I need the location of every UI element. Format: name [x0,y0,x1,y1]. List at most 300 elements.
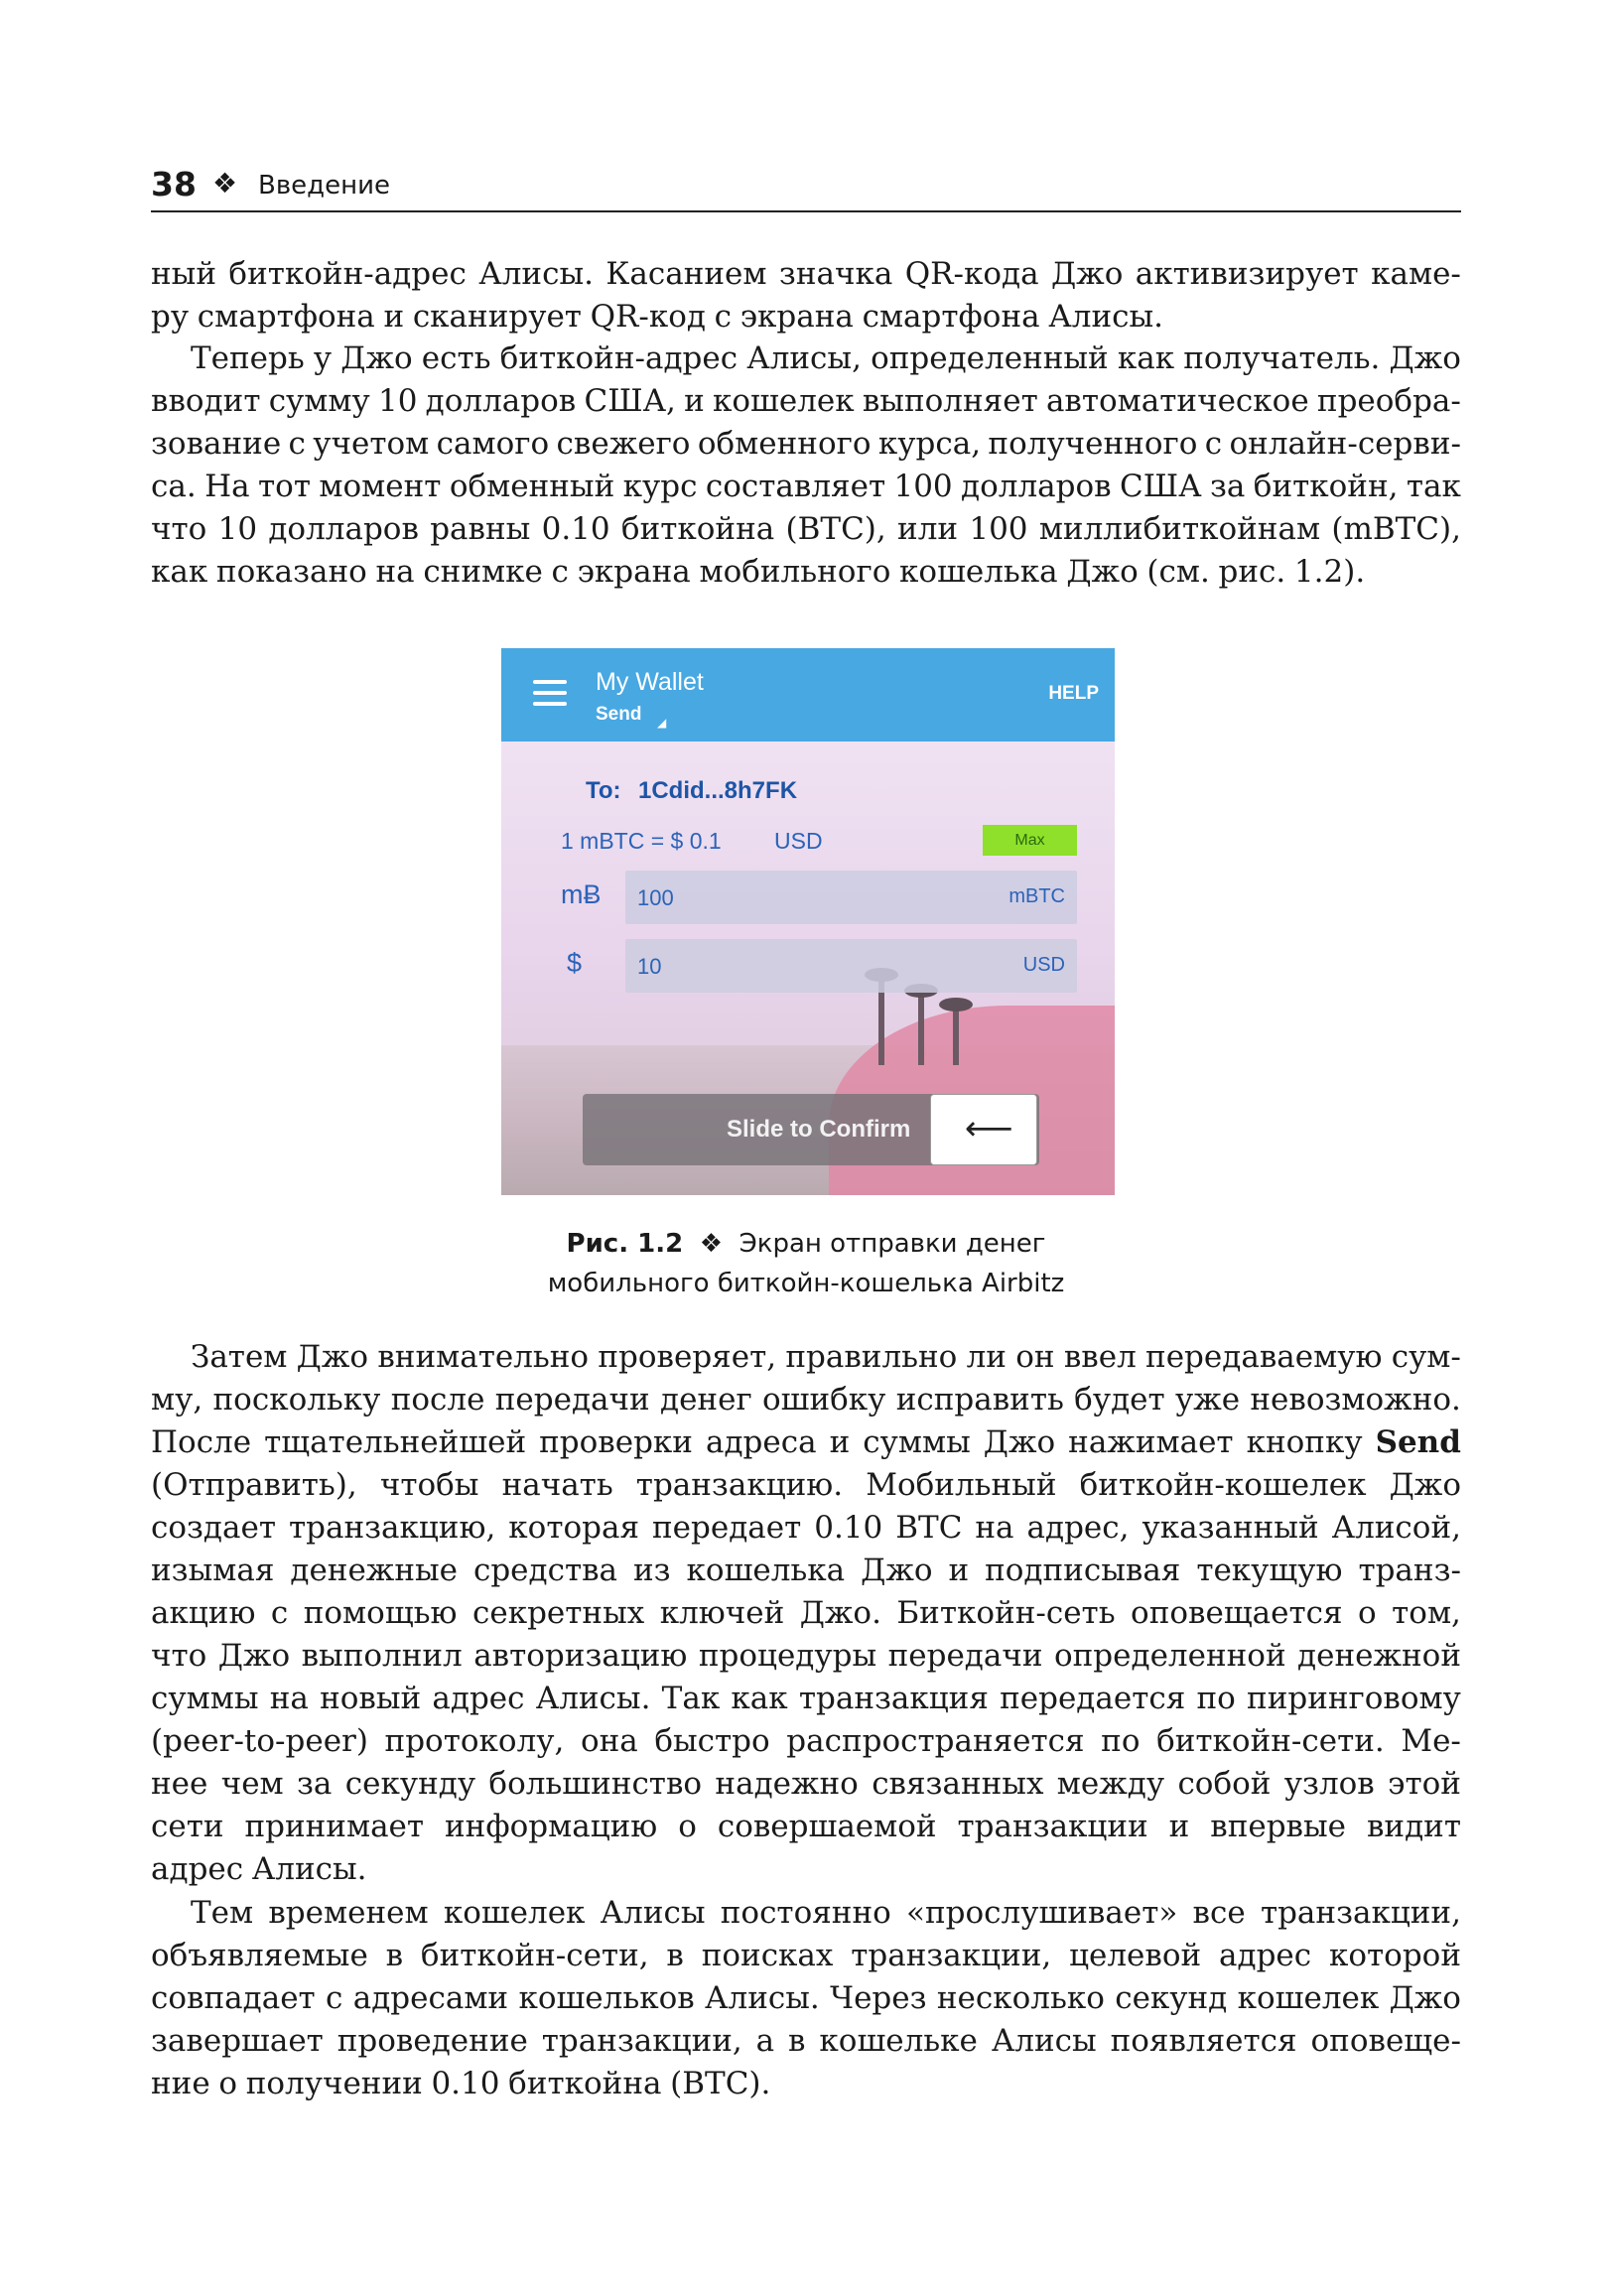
word: США [1120,469,1202,504]
word: будет [1074,1382,1165,1418]
word: транзакция [798,1681,989,1716]
word: ключей [659,1595,785,1631]
figure-label: Рис. 1.2 [566,1229,684,1259]
word: QR-код [590,299,706,335]
word: кошельке [819,2023,978,2059]
word: она [580,1723,638,1759]
word: миллибиткойнам [1038,511,1321,547]
word: адрес [151,1851,244,1887]
word: нажимает [1068,1424,1234,1460]
word: суммы [151,1681,259,1716]
word: Алисы. [478,256,594,292]
word: Джо [1389,1980,1461,2016]
word: с [714,299,733,335]
text-line [151,2020,1461,2063]
word: постоянно [720,1895,891,1931]
word: QR-кода [904,256,1039,292]
word: акцию [151,1595,256,1631]
word: проведение [336,2023,528,2059]
text-line [151,1421,1461,1464]
word: Алисы. [705,1980,820,2016]
text-line [151,1379,1461,1421]
mode-dropdown[interactable]: Send [596,704,642,725]
word: быстро [654,1723,770,1759]
paragraph-1 [151,253,1461,338]
word: биткойн-адрес [228,256,467,292]
text-line [151,1550,1461,1592]
word: чтобы [379,1467,479,1503]
word: Джо [1066,554,1139,590]
word: собой [1177,1766,1272,1802]
text-line [151,1892,1461,1935]
word: есть [421,340,491,376]
word: транзакции, [851,1938,1052,1973]
word: 0.10 [541,511,610,547]
word: Алисы. [535,1681,651,1716]
paragraph-3 [151,1336,1461,1891]
word: у [313,340,333,376]
word: показано [215,554,367,590]
word: ние [151,2066,210,2101]
word: долларов [961,469,1112,504]
word: по [1196,1681,1236,1716]
word: и [948,1553,970,1588]
word: биткойн, [1253,469,1399,504]
text-line [151,1720,1461,1763]
word: биткойна [620,511,775,547]
word: денежные [290,1553,458,1588]
word: момент [319,469,442,504]
slide-label: Slide to Confirm [727,1116,911,1143]
word: Джо [983,1424,1056,1460]
word: временем [268,1895,429,1931]
word: с [326,1980,343,2016]
wallet-screenshot-figure [501,648,1115,1195]
caption-line-1: Экран отправки денег [739,1229,1046,1259]
word: му, [151,1382,203,1418]
word: процедуры [698,1638,877,1674]
word: Мобильный [866,1467,1057,1503]
word: Джо [1050,256,1124,292]
word: все [1192,1895,1246,1931]
word: биткойн-кошелек [1079,1467,1367,1503]
word: Затем [191,1339,288,1375]
slider-handle[interactable] [930,1094,1037,1165]
word: получении [245,2066,423,2101]
word: внимательно [377,1339,590,1375]
word: а [755,2023,775,2059]
word: средства [472,1553,618,1588]
word: (см. [1146,554,1210,590]
word: или [897,511,959,547]
word: что [151,1638,207,1674]
word: ошибку [761,1382,886,1418]
diamond-icon: ❖ [212,167,238,200]
word: надежно [715,1766,859,1802]
word: полученного [988,426,1198,462]
word: которая [508,1510,640,1546]
word: протоколу, [384,1723,565,1759]
paragraph-4 [151,1892,1461,2105]
word: 100 [969,511,1028,547]
word: адрес [1219,1938,1312,1973]
word: невозможно. [1250,1382,1461,1418]
word: са. [151,469,197,504]
word: активизирует [1135,256,1359,292]
btc-amount-value: 100 [637,885,674,910]
btc-amount-input[interactable] [625,871,1077,924]
word: что [151,511,207,547]
exchange-rate: 1 mBTC = $ 0.1 [561,828,722,854]
word: помощью [303,1595,458,1631]
dropdown-caret-icon[interactable]: ◢ [657,716,667,730]
word: Алисы [600,1895,706,1931]
word: в [666,1938,684,1973]
word: совершаемой [717,1809,937,1844]
word: по [1101,1723,1141,1759]
usd-unit: USD [1022,954,1065,976]
word: секунд [1115,1980,1228,2016]
word: адрес, [1026,1510,1130,1546]
word: новый [320,1681,422,1716]
text-line [151,1763,1461,1806]
word: текущую [1196,1553,1343,1588]
palm-tree [918,991,924,1065]
word: подписывая [985,1553,1181,1588]
rate-currency-selector[interactable]: USD [774,828,823,854]
word: за [1210,469,1246,504]
dollar-icon: $ [567,948,583,978]
word: как [731,1681,788,1716]
text-line [151,1935,1461,1977]
word: пиринговому [1247,1681,1461,1716]
word: адресами [352,1980,509,2016]
word: самого [436,426,550,462]
word: которой [1328,1938,1461,1973]
word: Алисы. [251,1851,367,1887]
section-title: Введение [258,171,391,201]
word: Джо [217,1638,291,1674]
word: кошелек [443,1895,586,1931]
word: ный [151,256,216,292]
word: ли [966,1339,1007,1375]
word: совпадает [151,1980,316,2016]
word: о [218,2066,238,2101]
word: с [551,554,569,590]
app-bar [501,648,1115,742]
word: уже [1174,1382,1241,1418]
word: исправить [895,1382,1064,1418]
word: между [1056,1766,1165,1802]
word: с [270,1595,289,1631]
text-line [151,1678,1461,1720]
recipient-label: To: [586,777,621,804]
word: свежего [556,426,691,462]
word: биткойн-адрес [499,340,739,376]
help-button[interactable]: HELP [1048,683,1099,704]
word: авторизацию [473,1638,688,1674]
word: 10 [217,511,258,547]
word: (peer-to-peer) [151,1723,368,1759]
word: определенный [871,340,1109,376]
word: учетом [313,426,430,462]
word: денег [660,1382,752,1418]
word: несколько [936,1980,1105,2016]
word: объявляемые [151,1938,368,1973]
word: зование [151,426,282,462]
word: Ме- [1401,1723,1461,1759]
word: На [204,469,250,504]
word: равны [430,511,531,547]
word: целевой [1069,1938,1202,1973]
word: секретных [471,1595,645,1631]
recipient-address[interactable]: 1Cdid...8h7FK [638,777,798,804]
word: 1.2). [1293,554,1366,590]
word: онлайн-серви- [1229,426,1461,462]
word: на [269,1681,309,1716]
word: передается [1000,1681,1186,1716]
word: биткойна [508,2066,662,2101]
word: и [1168,1809,1190,1844]
usd-amount-value: 10 [637,954,662,979]
word: передает [652,1510,802,1546]
word: кошелька [899,554,1058,590]
word: как [151,554,208,590]
word: Алисы [991,2023,1097,2059]
text-line [151,380,1461,423]
word: секунду [344,1766,476,1802]
menu-icon[interactable] [533,680,567,706]
word: снимке [423,554,543,590]
app-title: My Wallet [596,668,704,696]
word: передачи [887,1638,1043,1674]
word: информацию [445,1809,658,1844]
word: Через [830,1980,927,2016]
word: транзакции, [541,2023,742,2059]
word: смартфона [197,299,375,335]
word: вводит [151,383,261,419]
word: впервые [1210,1809,1347,1844]
word: сканирует [412,299,582,335]
word: создает [151,1510,276,1546]
text-line [151,551,1461,594]
word: поскольку [212,1382,381,1418]
word: биткойн-сети. [1156,1723,1385,1759]
word: обменный [449,469,615,504]
word: том, [1392,1595,1461,1631]
word: сум- [1391,1339,1461,1375]
word: распространяется [786,1723,1085,1759]
word: Джо. [799,1595,881,1631]
word: (BTC), [785,511,886,547]
word: из [633,1553,671,1588]
arrow-left-icon: ⟵ [965,1110,1013,1148]
text-line [151,1806,1461,1848]
word: так [1406,469,1461,504]
text-line [151,2063,1461,2105]
word: долларов [268,511,419,547]
word: большинство [488,1766,703,1802]
word: тот [258,469,311,504]
word: Джо [1389,1467,1461,1503]
word: обменного [697,426,872,462]
word: кошельков [518,1980,695,2016]
word: транз- [1358,1553,1461,1588]
word: (BTC). [670,2066,771,2101]
word: биткойн-сети, [420,1938,649,1973]
word: и [383,299,405,335]
word: правильно [785,1339,958,1375]
word: кнопку [1246,1424,1363,1460]
text-line [151,1848,1461,1891]
text-line [151,466,1461,508]
word: 10 [377,383,418,419]
figure-caption [151,1224,1461,1303]
word: Касанием [605,256,767,292]
diamond-icon: ❖ [699,1229,724,1259]
word: выполняет [862,383,1038,419]
word: он [1015,1339,1055,1375]
word: проверки [539,1424,693,1460]
word: связанных [872,1766,1044,1802]
word: «прослушивает» [906,1895,1178,1931]
word: транзакции [957,1809,1148,1844]
word: узлов [1283,1766,1375,1802]
word: тщательнейшей [264,1424,527,1460]
text-line [151,338,1461,380]
word: каме- [1371,256,1461,292]
word: принимает [244,1809,425,1844]
page-header [151,161,1461,212]
word: кошелек [1237,1980,1380,2016]
word: денежной [1297,1638,1461,1674]
text-line [151,1592,1461,1635]
btc-unit: mBTC [1008,885,1065,907]
text-line [151,508,1461,551]
word: адрес [432,1681,525,1716]
word: Тем [191,1895,254,1931]
word: 0.10 [431,2066,500,2101]
text-line [151,1336,1461,1379]
word: этой [1388,1766,1461,1802]
word: автоматическое [1045,383,1309,419]
word: и [684,383,705,419]
word: Биткойн-сеть [896,1595,1116,1631]
slide-to-confirm[interactable] [583,1094,1039,1165]
word: мобильного [699,554,891,590]
word: Алисой, [1331,1510,1461,1546]
word: в [788,2023,806,2059]
word: BTC [895,1510,963,1546]
word: на [375,554,415,590]
word: экрана [577,554,691,590]
word: нее [151,1766,208,1802]
word: и [829,1424,851,1460]
word: определенной [1053,1638,1286,1674]
word: на [975,1510,1014,1546]
word: значка [778,256,893,292]
palm-tree-top [939,998,973,1012]
word: в [385,1938,404,1973]
word: поисках [701,1938,834,1973]
word: сумму [268,383,370,419]
word: начать [501,1467,613,1503]
word: появляется [1110,2023,1297,2059]
word: оповеще- [1310,2023,1461,2059]
word: после [390,1382,485,1418]
word: кошелек [713,383,855,419]
word: о [678,1809,697,1844]
word: получатель. [1183,340,1381,376]
word: США, [584,383,676,419]
word: Так [661,1681,721,1716]
word: ввел [1063,1339,1137,1375]
text-line [151,1464,1461,1507]
word: завершает [151,2023,324,2059]
word: ру [151,299,190,335]
word: суммы [863,1424,971,1460]
word: выполнил [301,1638,463,1674]
word: 100 [893,469,953,504]
word: как [1117,340,1175,376]
usd-amount-input[interactable] [625,939,1077,993]
word: Джо [861,1553,933,1588]
word: за [297,1766,333,1802]
word: курс [622,469,698,504]
word: курса, [877,426,982,462]
word: Теперь [191,340,305,376]
text-line [151,296,1461,338]
word: видит [1366,1809,1461,1844]
word: Алисы. [1048,299,1164,335]
word: (Отправить), [151,1467,357,1503]
word: смартфона [862,299,1040,335]
word: изымая [151,1553,275,1588]
word: указанный [1142,1510,1319,1546]
word: передачи [494,1382,650,1418]
caption-line-2: мобильного биткойн-кошелька Airbitz [547,1269,1065,1298]
max-button[interactable]: Max [983,825,1077,856]
word: чем [220,1766,284,1802]
word: 0.10 [814,1510,883,1546]
word: проверяет, [598,1339,777,1375]
word: с [1204,426,1223,462]
text-line [151,423,1461,466]
word: долларов [425,383,577,419]
word: адреса [705,1424,817,1460]
word: с [288,426,306,462]
paragraph-2 [151,338,1461,594]
word: Send [1375,1424,1461,1460]
text-line [151,1977,1461,2020]
word: (mBTC), [1331,511,1461,547]
palm-tree [953,1006,959,1065]
word: рис. [1218,554,1286,590]
word: о [1358,1595,1377,1631]
word: преобра- [1316,383,1461,419]
word: Алисы, [746,340,862,376]
word: транзакцию. [635,1467,844,1503]
bitcoin-icon: mɃ [561,879,602,909]
word: сети [151,1809,224,1844]
word: транзакции, [1260,1895,1461,1931]
text-line [151,1635,1461,1678]
word: Джо [296,1339,369,1375]
word: передаваемую [1145,1339,1383,1375]
word: транзакцию, [288,1510,496,1546]
word: После [151,1424,252,1460]
word: оповещается [1131,1595,1343,1631]
